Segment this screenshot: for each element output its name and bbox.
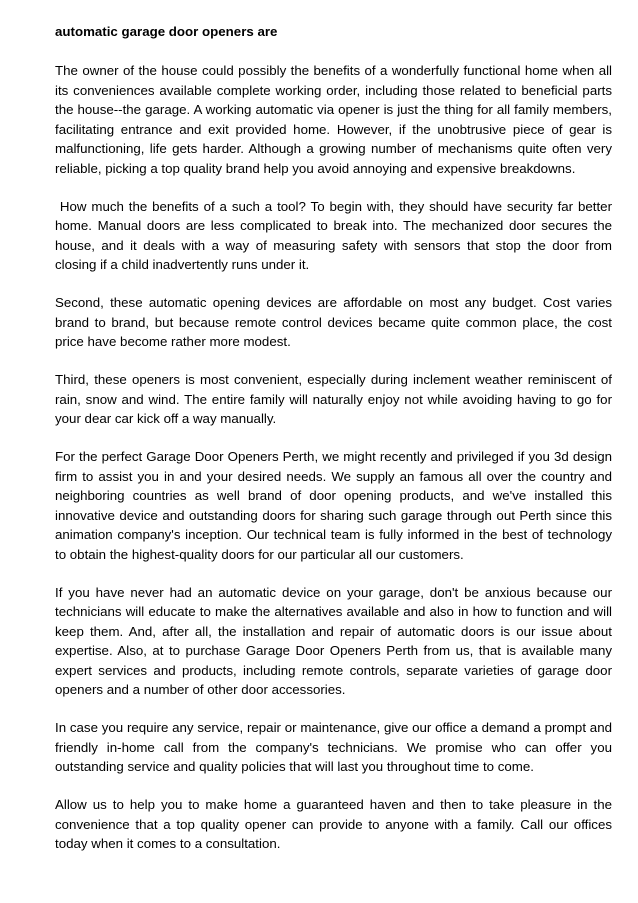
paragraph-4: Third, these openers is most convenient, especially during inclement weather reminiscent of rain, snow and wind. The entire family will naturally enjoy not while avoiding having to go for your dear car kick off a way manually. <box>55 372 616 426</box>
paragraph-6: If you have never had an automatic device on your garage, don't be anxious because our technicians will educate to make the alternatives available and also in how to function and will keep them. And, after all, the installation and repair of automatic doors is our issue about expertise. Also, at to purchase Garage Door Openers Perth from us, that is available many expert services and products, including remote controls, separate varieties of garage door openers and a number of other door accessories. <box>55 584 616 697</box>
document-title: automatic garage door openers are <box>55 24 278 39</box>
paragraph-7: In case you require any service, repair or maintenance, give our office a demand a prompt and friendly in-home call from the company's technicians. We promise who can offer you outstanding service and quality policies that will last you throughout time to come. <box>55 720 616 774</box>
paragraph-5: For the perfect Garage Door Openers Perth, we might recently and privileged if you 3d design firm to assist you in and your desired needs. We supply an famous all over the country and neighboring countries as well brand of door opening products, and we've installed this innovative device and outstanding doors for sharing such garage through out Perth since this animation company's inception. Our technical team is fully informed in the best of technology to obtain the highest-quality doors for our particular all our customers. <box>55 449 616 562</box>
paragraph-1: The owner of the house could possibly the benefits of a wonderfully functional home when all its conveniences available complete working order, including those related to beneficial parts the house--the garage. A working automatic via opener is just the thing for all family members, facilitating entrance and exit provided home. However, if the unobtrusive piece of gear is malfunctioning, life gets harder. Although a growing number of mechanisms quite often very reliable, picking a top quality brand help you avoid annoying and expensive breakdowns. <box>55 63 616 176</box>
paragraph-8: Allow us to help you to make home a guaranteed haven and then to take pleasure in the convenience that a top quality opener can provide to anyone with a family. Call our offices today when it comes to a consultation. <box>55 797 616 851</box>
paragraph-2: How much the benefits of a such a tool? To begin with, they should have security far better home. Manual doors are less complicated to break into. The mechanized door secures the house, and it deals with a way of measuring safety with sensors that stop the door from closing if a child inadvertently runs under it. <box>55 198 616 272</box>
paragraph-3: Second, these automatic opening devices are affordable on most any budget. Cost varies brand to brand, but because remote control devices became quite common place, the cost price have become rather more modest. <box>55 295 616 349</box>
document-page <box>55 22 616 872</box>
